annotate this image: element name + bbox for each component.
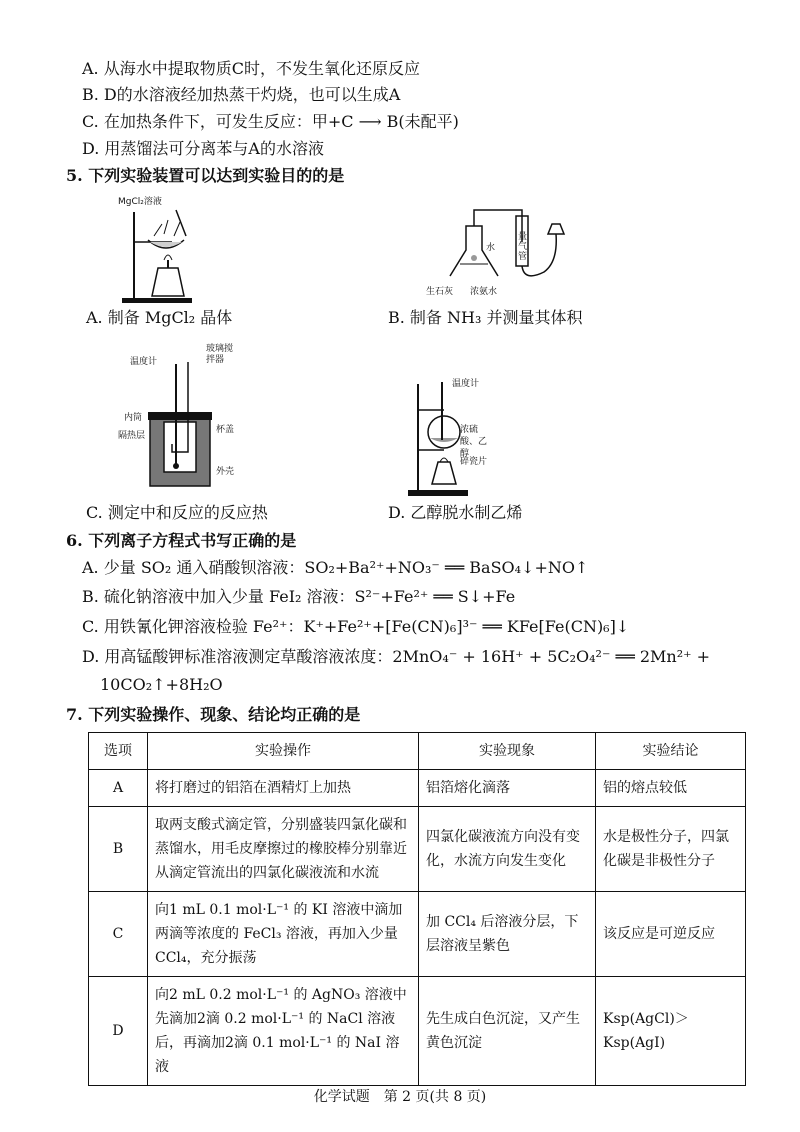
q4-option-a: A. 从海水中提取物质C时，不发生氧化还原反应 (82, 59, 420, 78)
apparatus-c-stirrer-label: 玻璃搅拌器 (206, 344, 234, 365)
table-row (89, 892, 746, 977)
header-conclusion: 实验结论 (596, 733, 746, 770)
row-a-operation: 将打磨过的铝箔在酒精灯上加热 (148, 770, 419, 807)
apparatus-c-thermo-label: 温度计 (130, 357, 158, 367)
row-b-option: B (89, 807, 148, 892)
q4-option-b: B. D的水溶液经加热蒸干灼烧，也可以生成A (82, 85, 401, 104)
row-b-phenomenon: 四氯化碳液流方向没有变化，水流方向发生变化 (419, 807, 596, 892)
table-row (89, 977, 746, 1086)
q5-caption-a: A. 制备 MgCl₂ 晶体 (86, 308, 233, 327)
apparatus-d-chips-label: 碎瓷片 (460, 457, 488, 467)
apparatus-c-lid-label: 杯盖 (216, 425, 235, 435)
apparatus-b-drawing (420, 202, 580, 282)
table-row (89, 807, 746, 892)
apparatus-a-drawing (120, 206, 200, 306)
row-c-phenomenon: 加 CCl₄ 后溶液分层，下层溶液呈紫色 (419, 892, 596, 977)
q6-option-c: C. 用铁氰化钾溶液检验 Fe²⁺：K⁺+Fe²⁺+[Fe(CN)₆]³⁻ ══ KFe[Fe(CN)₆]↓ (82, 617, 630, 636)
q6-option-a: A. 少量 SO₂ 通入硝酸钡溶液：SO₂+Ba²⁺+NO₃⁻ ══ BaSO₄↓+NO↑ (82, 558, 589, 577)
row-c-option: C (89, 892, 148, 977)
row-d-phenomenon: 先生成白色沉淀，又产生黄色沉淀 (419, 977, 596, 1086)
apparatus-b-water-label: 水 (486, 243, 496, 253)
q6-option-d-continued: 10CO₂↑+8H₂O (100, 675, 223, 694)
q4-option-c: C. 在加热条件下，可发生反应：甲+C ⟶ B(未配平) (82, 112, 459, 131)
apparatus-c-insulation-label: 隔热层 (118, 431, 146, 441)
apparatus-b-ammonia-label: 浓氨水 (470, 287, 498, 297)
row-b-operation: 取两支酸式滴定管，分别盛装四氯化碳和蒸馏水，用毛皮摩擦过的橡胶棒分别靠近从滴定管流出的四氯化碳液流和水流 (148, 807, 419, 892)
row-c-conclusion: 该反应是可逆反应 (596, 892, 746, 977)
row-d-option: D (89, 977, 148, 1086)
row-b-conclusion: 水是极性分子，四氯化碳是非极性分子 (596, 807, 746, 892)
q5-stem: 5. 下列实验装置可以达到实验目的的是 (66, 166, 345, 185)
header-operation: 实验操作 (148, 733, 419, 770)
q6-stem: 6. 下列离子方程式书写正确的是 (66, 531, 297, 550)
q5-caption-b: B. 制备 NH₃ 并测量其体积 (388, 308, 583, 327)
row-a-option: A (89, 770, 148, 807)
row-c-operation: 向1 mL 0.1 mol·L⁻¹ 的 KI 溶液中滴加两滴等浓度的 FeCl₃ 溶液，再加入少量 CCl₄，充分振荡 (148, 892, 419, 977)
apparatus-d-acid-label: 浓硫酸、乙醇 (460, 425, 488, 459)
apparatus-b-lime-label: 生石灰 (426, 287, 454, 297)
apparatus-c-shell-label: 外壳 (216, 467, 235, 477)
table-row (89, 770, 746, 807)
q7-experiment-table (88, 732, 746, 1086)
apparatus-d-thermo-label: 温度计 (452, 379, 480, 389)
q7-stem: 7. 下列实验操作、现象、结论均正确的是 (66, 705, 361, 724)
apparatus-c-drawing (148, 360, 218, 490)
row-d-conclusion: Ksp(AgCl)＞Ksp(AgI) (596, 977, 746, 1086)
apparatus-a-label: MgCl₂溶液 (118, 197, 162, 207)
row-a-phenomenon: 铝箔熔化滴落 (419, 770, 596, 807)
apparatus-c-inner-label: 内筒 (124, 413, 143, 423)
q6-option-d: D. 用高锰酸钾标准溶液测定草酸溶液浓度：2MnO₄⁻ + 16H⁺ + 5C₂O₄²⁻ ══ 2Mn²⁺ + (82, 647, 711, 666)
header-option: 选项 (89, 733, 148, 770)
page-footer: 化学试题 第 2 页(共 8 页) (313, 1089, 487, 1105)
header-phenomenon: 实验现象 (419, 733, 596, 770)
q5-caption-d: D. 乙醇脱水制乙烯 (388, 503, 523, 522)
apparatus-b-gauge-label: 量气管 (518, 232, 528, 262)
q6-option-b: B. 硫化钠溶液中加入少量 FeI₂ 溶液：S²⁻+Fe²⁺ ══ S↓+Fe (82, 587, 516, 606)
q5-caption-c: C. 测定中和反应的反应热 (86, 503, 268, 522)
row-d-operation: 向2 mL 0.2 mol·L⁻¹ 的 AgNO₃ 溶液中先滴加2滴 0.2 mol·L⁻¹ 的 NaCl 溶液后，再滴加2滴 0.1 mol·L⁻¹ 的 NaI 溶液 (148, 977, 419, 1086)
q4-option-d: D. 用蒸馏法可分离苯与A的水溶液 (82, 139, 324, 158)
row-a-conclusion: 铝的熔点较低 (596, 770, 746, 807)
table-header-row (89, 733, 746, 770)
